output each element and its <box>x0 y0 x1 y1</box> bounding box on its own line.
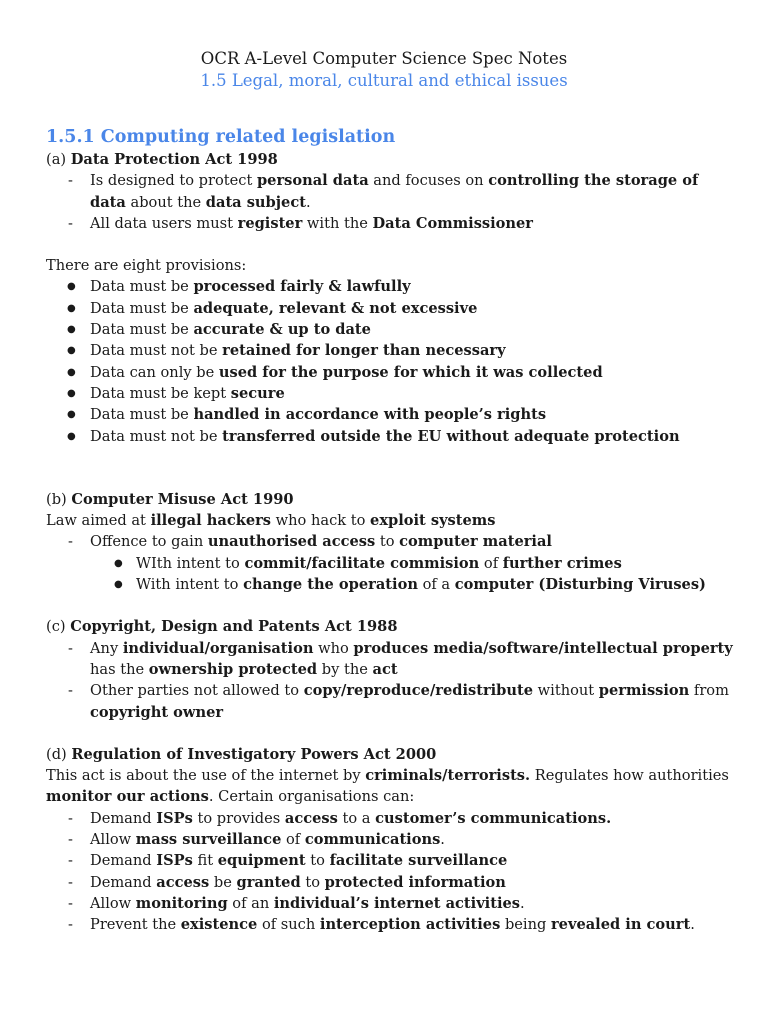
document-title: OCR A-Level Computer Science Spec Notes <box>200 49 568 68</box>
list-item: ● Data must be adequate, relevant & not excessive <box>46 298 736 319</box>
cma-heading: (b) Computer Misuse Act 1990 <box>46 490 294 508</box>
list-item: - Prevent the existence of such interception activities being revealed in court. <box>46 914 736 935</box>
section-heading: 1.5.1 Computing related legislation <box>46 127 396 147</box>
list-item: ● With intent to change the operation of a computer (Disturbing Viruses) <box>46 574 736 595</box>
dpa-heading <box>46 149 736 170</box>
list-item: ● Data must be processed fairly & lawfully <box>46 276 736 297</box>
list-item: - Demand ISPs to provides access to a customer’s communications. <box>46 808 736 829</box>
cma-sublist <box>46 553 736 596</box>
list-item: - Allow monitoring of an individual’s internet activities. <box>46 893 736 914</box>
document-subtitle: 1.5 Legal, moral, cultural and ethical issues <box>200 71 568 90</box>
ripa-list <box>46 808 736 936</box>
cma-intro: Law aimed at illegal hackers who hack to exploit systems <box>46 512 496 530</box>
dpa-name: Data Protection Act 1998 <box>70 151 278 168</box>
ripa-intro: This act is about the use of the internet by criminals/terrorists. Regulates how authorities monitor our actions. Certain organisations can: <box>46 767 729 806</box>
provisions-list <box>46 276 736 446</box>
list-item: ● WIth intent to commit/facilitate commision of further crimes <box>46 553 736 574</box>
list-item: ● Data can only be used for the purpose for which it was collected <box>46 362 736 383</box>
list-item: - Any individual/organisation who produces media/software/intellectual property has the ownership protected by the act <box>46 638 736 681</box>
list-item: - Other parties not allowed to copy/reproduce/redistribute without permission from copyright owner <box>46 680 736 723</box>
list-item: - Is designed to protect personal data and focuses on controlling the storage of data about the data subject. <box>46 170 736 213</box>
list-item: - All data users must register with the Data Commissioner <box>46 213 736 234</box>
list-item: ● Data must not be retained for longer than necessary <box>46 340 736 361</box>
list-item: ● Data must be handled in accordance with people’s rights <box>46 404 736 425</box>
list-item: ● Data must be accurate & up to date <box>46 319 736 340</box>
cdpa-list <box>46 638 736 723</box>
list-item: - Demand ISPs fit equipment to facilitate surveillance <box>46 850 736 871</box>
list-item: - Demand access be granted to protected information <box>46 872 736 893</box>
list-item: - Allow mass surveillance of communications. <box>46 829 736 850</box>
dpa-prefix: (a) <box>46 151 71 168</box>
list-item: ● Data must not be transferred outside the EU without adequate protection <box>46 426 736 447</box>
provisions-intro: There are eight provisions: <box>46 257 247 275</box>
dpa-list <box>46 170 736 234</box>
list-item: - Offence to gain unauthorised access to computer material <box>46 531 736 552</box>
cma-list <box>46 531 736 552</box>
cdpa-heading: (c) Copyright, Design and Patents Act 1988 <box>46 618 398 636</box>
document-content <box>46 125 736 936</box>
ripa-heading: (d) Regulation of Investigatory Powers Act 2000 <box>46 745 437 763</box>
list-item: ● Data must be kept secure <box>46 383 736 404</box>
